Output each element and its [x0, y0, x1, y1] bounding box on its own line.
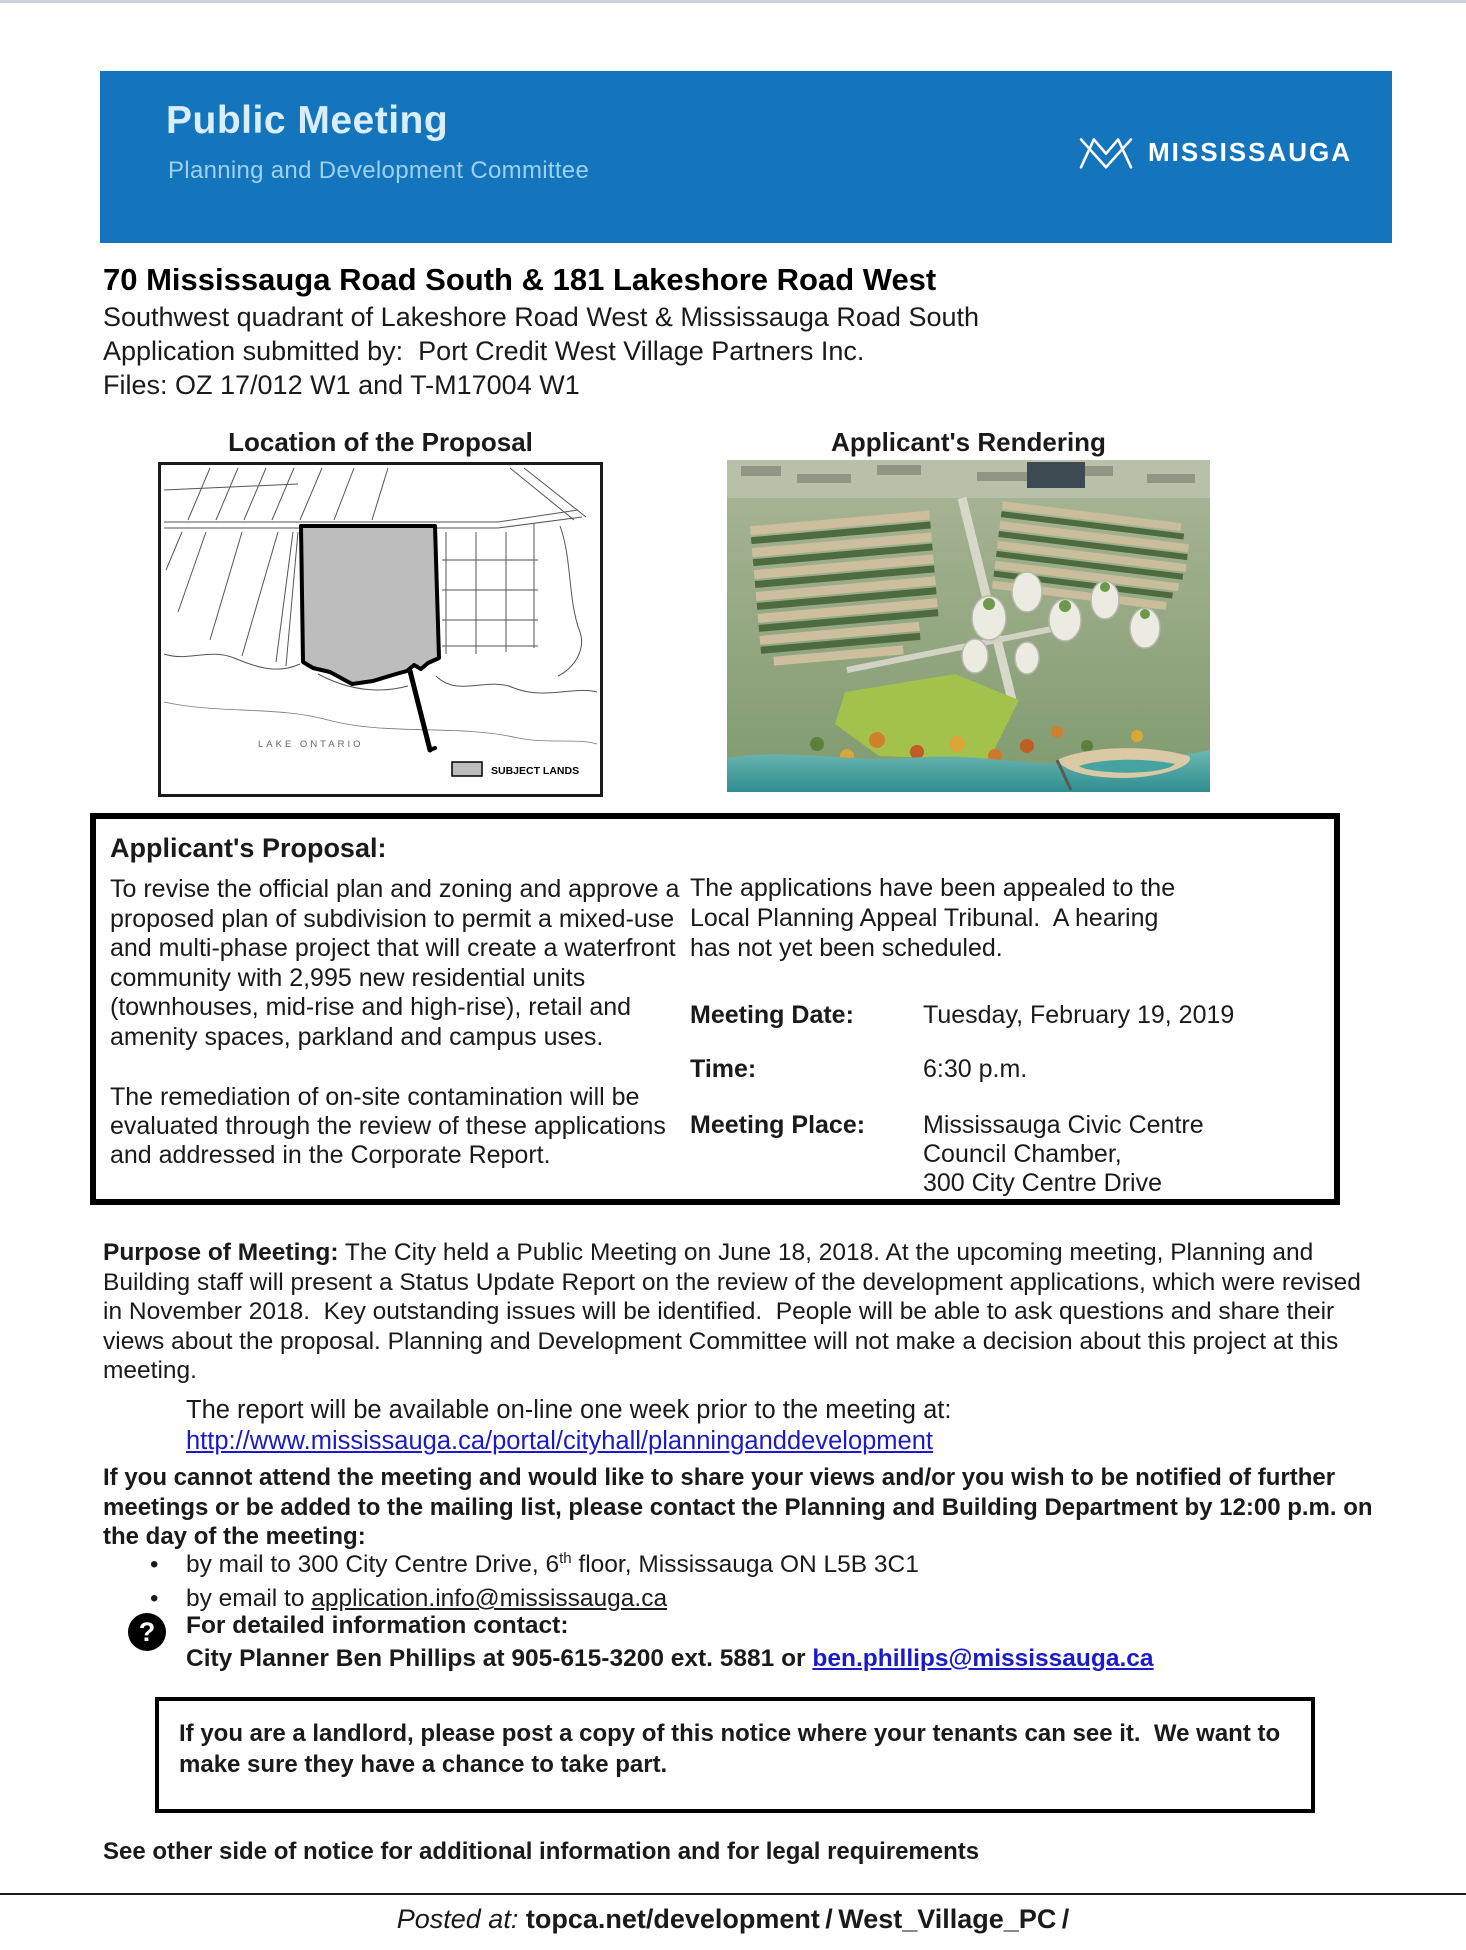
legend-swatch: [452, 762, 482, 776]
subject-lands-polygon: [301, 526, 439, 684]
planner-contact-line: City Planner Ben Phillips at 905-615-3200 ext. 5881 or ben.phillips@mississauga.ca: [186, 1645, 1154, 1672]
landlord-notice-box: [155, 1697, 1315, 1813]
proposal-heading: Applicant's Proposal:: [110, 833, 387, 863]
purpose-paragraph: [103, 1238, 1375, 1386]
meeting-place-value: Mississauga Civic Centre Council Chamber, 300 City Centre Drive: [923, 1111, 1204, 1197]
meeting-place-label: Meeting Place:: [690, 1111, 866, 1139]
rendering-caption: Applicant's Rendering: [831, 427, 1106, 457]
subject-lands-legend-label: SUBJECT LANDS: [491, 765, 580, 777]
posted-at-label: Posted at:: [396, 1904, 519, 1934]
file-numbers: Files: OZ 17/012 W1 and T-M17004 W1: [103, 370, 580, 400]
footer-divider: [0, 1893, 1466, 1895]
posted-at-url: topca.net/development / West_Village_PC /: [525, 1904, 1070, 1934]
planning-development-link[interactable]: http://www.mississauga.ca/portal/cityhall/planninganddevelopment: [186, 1427, 933, 1455]
bullet-icon: •: [150, 1585, 159, 1612]
cannot-attend-paragraph: If you cannot attend the meeting and would like to share your views and/or you wish to be notified of further meetings or be added to the mailing list, please contact the Planning and Building Department by 12:00 p.m. on the day of the meeting:: [103, 1464, 1373, 1550]
applicant-line: Application submitted by: Port Credit West Village Partners Inc.: [103, 336, 865, 366]
applicants-rendering-image: [727, 460, 1210, 792]
meeting-time-value: 6:30 p.m.: [923, 1055, 1028, 1083]
banner-subtitle: Planning and Development Committee: [168, 157, 590, 184]
detailed-info-heading: For detailed information contact:: [186, 1612, 569, 1639]
report-availability-line: The report will be available on-line one week prior to the meeting at:: [186, 1396, 952, 1424]
page-top-edge: [0, 0, 1466, 3]
mail-bullet: [150, 1551, 919, 1579]
question-mark-icon: ?: [128, 1613, 166, 1651]
meeting-place-row: [690, 1111, 1330, 1198]
location-description: Southwest quadrant of Lakeshore Road West & Mississauga Road South: [103, 302, 980, 332]
meeting-time-row: [690, 1055, 1330, 1084]
purpose-label: Purpose of Meeting:: [103, 1239, 339, 1266]
proposal-paragraph-1: To revise the official plan and zoning and approve a proposed plan of subdivision to permit a mixed-use and multi-phase project that will create a waterfront community with 2,995 new residential units (townhouses, mid-rise and high-rise), retail and amenity spaces, parkland and campus uses.: [110, 875, 680, 1051]
see-other-side-note: See other side of notice for additional information and for legal requirements: [103, 1838, 980, 1865]
footer: [0, 1904, 1466, 1935]
purpose-text: The City held a Public Meeting on June 18, 2018. At the upcoming meeting, Planning and Building staff will present a Status Update Report on the review of the development applications, which were revised in November 2018. Key outstanding issues will be identified. People will be able to ask questions and share their views about the proposal. Planning and Development Committee will not make a decision about this project at this meeting.: [103, 1239, 1368, 1384]
location-map-image: [158, 462, 603, 797]
landlord-notice-text: If you are a landlord, please post a copy of this notice where your tenants can see it. We want to make sure they have a chance to take part.: [179, 1720, 1287, 1778]
application-info-email-link[interactable]: application.info@mississauga.ca: [311, 1585, 668, 1612]
mississauga-logo-wordmark: MISSISSAUGA: [1148, 137, 1353, 167]
email-bullet-text: by email to application.info@mississauga.ca: [186, 1585, 668, 1612]
map-caption: Location of the Proposal: [228, 427, 533, 457]
planner-email-link[interactable]: ben.phillips@mississauga.ca: [812, 1645, 1154, 1672]
appeal-status-text: The applications have been appealed to the Local Planning Appeal Tribunal. A hearing has not yet been scheduled.: [690, 874, 1183, 962]
meeting-date-row: [690, 1001, 1330, 1030]
email-bullet: [150, 1585, 667, 1613]
page-title: 70 Mississauga Road South & 181 Lakeshore Road West: [103, 262, 937, 297]
meeting-date-value: Tuesday, February 19, 2019: [923, 1001, 1235, 1029]
meeting-time-label: Time:: [690, 1055, 757, 1083]
mail-bullet-text: by mail to 300 City Centre Drive, 6th floor, Mississauga ON L5B 3C1: [186, 1549, 919, 1578]
report-link-row: [186, 1427, 933, 1456]
bullet-icon: •: [150, 1551, 159, 1578]
meeting-date-label: Meeting Date:: [690, 1001, 854, 1029]
banner: [100, 71, 1392, 243]
lake-ontario-label: LAKE ONTARIO: [258, 739, 364, 750]
proposal-paragraph-2: The remediation of on-site contamination will be evaluated through the review of these applications and addressed in the Corporate Report.: [110, 1083, 666, 1169]
banner-title: Public Meeting: [166, 99, 449, 142]
proposal-box: [90, 813, 1340, 1205]
mississauga-logo-icon: [1076, 123, 1136, 183]
